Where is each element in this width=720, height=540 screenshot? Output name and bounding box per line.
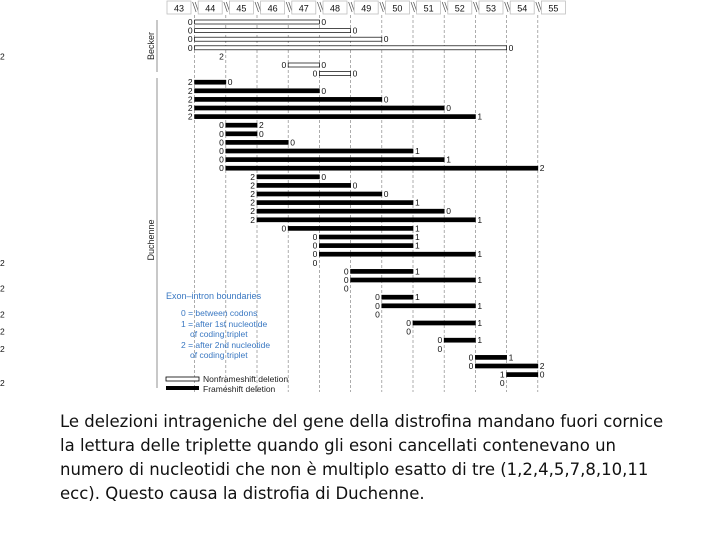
right-boundary-phase: 0	[446, 206, 451, 217]
right-boundary-phase: 2	[539, 361, 545, 371]
right-boundary-phase: 1	[477, 249, 483, 260]
frameshift-deletion-bar	[507, 373, 538, 377]
left-boundary-phase: 2	[250, 189, 255, 199]
frameshift-deletion-bar	[257, 192, 382, 196]
left-boundary-phase: 2	[187, 103, 193, 113]
nonframeshift-deletion-bar	[288, 63, 319, 67]
left-boundary-phase: 0	[375, 292, 380, 303]
frameshift-deletion-bar	[319, 235, 413, 239]
left-boundary-phase: 0	[312, 68, 318, 79]
frameshift-deletion-bar	[319, 244, 413, 248]
right-boundary-phase: 2	[539, 163, 545, 174]
left-boundary-phase: 0	[187, 34, 193, 45]
legend-nonframeshift-label: Nonframeshift deletion	[203, 374, 289, 384]
legend-item: 0 = between codons	[181, 308, 258, 318]
right-boundary-phase: 0	[539, 369, 545, 380]
frameshift-deletion-bar	[226, 149, 413, 153]
frameshift-deletion-bar	[226, 158, 444, 162]
right-boundary-phase: 0	[508, 42, 514, 53]
frameshift-deletion-bar	[444, 338, 475, 342]
left-boundary-phase: 2	[219, 51, 224, 62]
left-boundary-phase: 0	[406, 326, 411, 337]
right-boundary-phase: 0	[290, 137, 295, 148]
left-boundary-phase: 0	[219, 163, 224, 174]
left-boundary-phase: 0	[343, 266, 349, 277]
legend-item: 2 = after 2nd nucleotide	[181, 340, 271, 350]
right-boundary-phase: 0	[352, 68, 358, 79]
right-boundary-phase: 1	[415, 232, 420, 242]
right-boundary-phase: 2	[0, 378, 5, 389]
left-boundary-phase: 0	[281, 223, 287, 234]
right-boundary-phase: 1	[477, 335, 483, 346]
exon-number: 54	[517, 3, 528, 14]
right-boundary-phase: 1	[477, 275, 483, 285]
frameshift-deletion-bar	[195, 89, 320, 93]
right-boundary-phase: 1	[477, 318, 483, 328]
right-boundary-phase: 2	[0, 257, 5, 268]
frameshift-deletion-bar	[413, 321, 475, 325]
left-boundary-phase: 0	[312, 249, 318, 260]
frameshift-deletion-bar	[195, 115, 476, 119]
frameshift-deletion-bar	[257, 209, 444, 213]
right-boundary-phase: 1	[415, 266, 420, 277]
exon-number-row	[167, 1, 565, 14]
right-boundary-phase: 2	[0, 309, 5, 320]
right-boundary-phase: 2	[0, 51, 5, 62]
right-boundary-phase: 2	[0, 283, 5, 294]
frameshift-deletion-bar	[351, 269, 413, 273]
exon-number: 45	[236, 3, 247, 14]
left-boundary-phase: 2	[250, 214, 255, 225]
left-boundary-phase: 0	[219, 128, 224, 139]
exon-number: 49	[361, 3, 372, 14]
left-boundary-phase: 0	[312, 232, 318, 242]
right-boundary-phase: 0	[383, 94, 389, 105]
legend-nonframeshift-swatch	[166, 377, 199, 381]
left-boundary-phase: 2	[187, 111, 193, 122]
left-boundary-phase: 0	[187, 17, 193, 27]
nonframeshift-deletion-bar	[195, 37, 382, 41]
legend-item: 1 = after 1st nucleotide	[181, 319, 268, 329]
left-boundary-phase: 0	[187, 42, 193, 53]
exon-number: 46	[267, 3, 278, 14]
frameshift-deletion-bar	[257, 201, 413, 205]
left-boundary-phase: 0	[219, 154, 224, 165]
exon-number: 51	[423, 3, 434, 14]
nonframeshift-deletion-bar	[319, 72, 350, 76]
left-boundary-phase: 0	[187, 25, 193, 36]
right-boundary-phase: 0	[321, 17, 327, 27]
left-boundary-phase: 0	[375, 309, 380, 320]
right-boundary-phase: 2	[0, 326, 5, 337]
left-boundary-phase: 0	[281, 60, 287, 70]
right-boundary-phase: 1	[415, 197, 420, 208]
frameshift-deletion-bar	[475, 355, 506, 359]
left-boundary-phase: 0	[312, 240, 318, 251]
right-boundary-phase: 1	[477, 214, 483, 225]
frameshift-deletion-bar	[226, 166, 538, 170]
frameshift-deletion-bar	[257, 175, 319, 179]
left-boundary-phase: 0	[468, 352, 474, 363]
exon-number: 44	[205, 3, 216, 14]
frameshift-deletion-bar	[351, 278, 476, 282]
right-boundary-phase: 1	[446, 154, 451, 165]
legend	[166, 291, 288, 394]
right-boundary-phase: 0	[383, 34, 389, 45]
left-boundary-phase: 0	[499, 378, 505, 389]
frameshift-deletion-bar	[226, 123, 257, 127]
exon-number: 55	[548, 3, 559, 14]
left-boundary-phase: 0	[375, 300, 380, 311]
frameshift-deletion-bar	[226, 140, 288, 144]
right-boundary-phase: 0	[321, 171, 327, 182]
exon-number: 48	[329, 3, 341, 14]
left-boundary-phase: 0	[406, 318, 411, 328]
becker-label: Becker	[146, 31, 156, 61]
nonframeshift-deletion-bar	[195, 29, 351, 33]
legend-frameshift-swatch	[166, 386, 199, 390]
frameshift-deletion-bar	[195, 106, 445, 110]
right-boundary-phase: 1	[477, 300, 483, 311]
nonframeshift-deletion-bar	[195, 20, 320, 24]
right-boundary-phase: 1	[508, 352, 514, 363]
right-boundary-phase: 0	[321, 60, 327, 70]
right-boundary-phase: 0	[446, 103, 451, 113]
left-boundary-phase: 0	[437, 343, 443, 354]
exon-number: 43	[173, 3, 185, 14]
legend-title: Exon–intron boundaries	[166, 291, 262, 301]
left-boundary-phase: 0	[468, 361, 474, 371]
left-boundary-phase: 0	[219, 137, 224, 148]
frameshift-deletion-bar	[319, 252, 475, 256]
left-boundary-phase: 0	[343, 283, 349, 294]
frameshift-deletion-bar	[257, 183, 351, 187]
frameshift-deletion-bar	[226, 132, 257, 136]
duchenne-label: Duchenne	[146, 219, 156, 261]
right-boundary-phase: 1	[415, 240, 420, 251]
frameshift-deletion-bar	[257, 218, 475, 222]
left-boundary-phase: 2	[187, 94, 193, 105]
left-boundary-phase: 2	[187, 77, 193, 88]
left-boundary-phase: 2	[250, 171, 255, 182]
right-boundary-phase: 1	[415, 292, 420, 303]
frameshift-deletion-bar	[195, 80, 226, 84]
frameshift-deletion-bar	[382, 295, 413, 299]
left-boundary-phase: 0	[312, 257, 318, 268]
left-boundary-phase: 2	[250, 206, 255, 217]
left-boundary-phase: 0	[437, 335, 443, 346]
group-labels	[146, 20, 157, 388]
right-boundary-phase: 0	[227, 77, 233, 88]
exon-number: 50	[392, 3, 403, 14]
legend-item: of coding triplet	[190, 350, 248, 360]
exon-number: 47	[298, 3, 309, 14]
frameshift-deletion-bar	[382, 304, 476, 308]
frameshift-deletion-bar	[288, 226, 413, 230]
left-boundary-phase: 0	[219, 120, 224, 131]
left-boundary-phase: 2	[250, 197, 255, 208]
left-boundary-phase: 1	[499, 369, 505, 380]
deletion-bars	[0, 17, 545, 388]
legend-item: of coding triplet	[190, 329, 248, 339]
right-boundary-phase: 0	[383, 189, 389, 199]
right-boundary-phase: 0	[352, 180, 358, 191]
left-boundary-phase: 2	[250, 180, 255, 191]
right-boundary-phase: 2	[0, 343, 5, 354]
exon-number: 52	[454, 3, 465, 14]
caption: Le delezioni intrageniche del gene della distrofina mandano fuori cornice la lettura delle triplette quando gli esoni cancellati contenevano un numero di nucleotidi che non è multiplo esatto di tre (1,2,4,5,7,8,10,11 ecc). Questo causa la distrofia di Duchenne.	[60, 412, 664, 503]
left-boundary-phase: 0	[343, 275, 349, 285]
right-boundary-phase: 0	[321, 85, 327, 96]
right-boundary-phase: 1	[415, 223, 420, 234]
left-boundary-phase: 2	[187, 85, 193, 96]
right-boundary-phase: 0	[259, 128, 264, 139]
left-boundary-phase: 0	[219, 146, 224, 156]
frameshift-deletion-bar	[195, 97, 382, 101]
right-boundary-phase: 2	[259, 120, 264, 131]
exon-number: 53	[485, 3, 497, 14]
right-boundary-phase: 0	[352, 25, 358, 36]
right-boundary-phase: 1	[477, 111, 483, 122]
legend-frameshift-label: Frameshift deletion	[203, 384, 276, 394]
nonframeshift-deletion-bar	[195, 46, 507, 50]
frameshift-deletion-bar	[475, 364, 537, 368]
right-boundary-phase: 1	[415, 146, 420, 156]
